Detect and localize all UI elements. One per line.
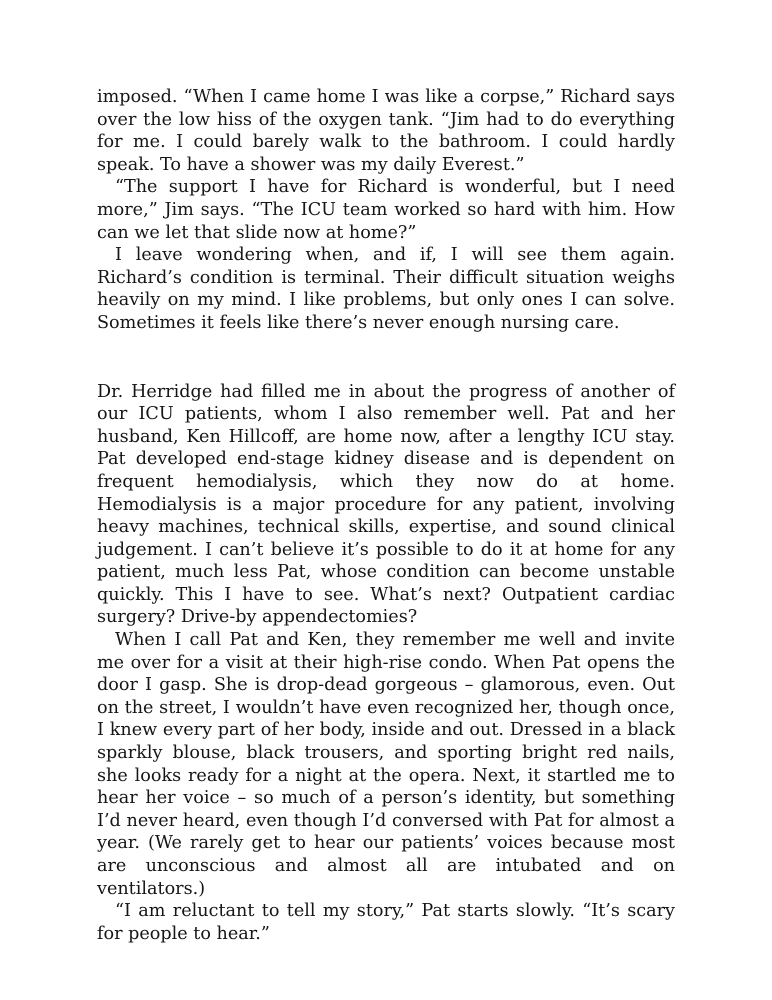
paragraph: Dr. Herridge had filled me in about the progress of another of our ICU patients, whom I also remember well. Pat and her husband, Ken Hillcoff, are home now, after a lengthy ICU stay. Pat developed end-stage kidney disease and is dependent on frequent hemodialysis, which they now do at home. Hemodialysis is a major procedure for any patient, involving heavy machines, technical skills, expertise, and sound clinical judgement. I can’t believe it’s possible to do it at home for any patient, much less Pat, whose condition can become unstable quickly. This I have to see. What’s next? Outpatient cardiac surgery? Drive-by appendectomies? [97,381,675,628]
section-break [97,335,675,381]
paragraph: I leave wondering when, and if, I will see them again. Richard’s condition is terminal. Their difficult situation weighs heavily on my mind. I like problems, but only ones I can solve. Sometimes it feels like there’s never enough nursing care. [97,245,675,333]
page-body [97,86,675,945]
paragraph: imposed. “When I came home I was like a corpse,” Richard says over the low hiss of the oxygen tank. “Jim had to do everything for me. I could barely walk to the bathroom. I could hardly speak. To have a shower was my daily Everest.” [97,87,675,175]
paragraph: When I call Pat and Ken, they remember me well and invite me over for a visit at their high-rise condo. When Pat opens the door I gasp. She is drop-dead gorgeous – glamorous, even. Out on the street, I wouldn’t have even recognized her, though once, I knew every part of her body, inside and out. Dressed in a black sparkly blouse, black trousers, and sporting bright red nails, she looks ready for a night at the opera. Next, it startled me to hear her voice – so much of a person’s identity, but something I’d never heard, even though I’d conversed with Pat for almost a year. (We rarely get to hear our patients’ voices because most are unconscious and almost all are intubated and on ventilators.) [97,630,675,899]
paragraph: “I am reluctant to tell my story,” Pat starts slowly. “It’s scary for people to hear.” [97,901,675,944]
paragraph: “The support I have for Richard is wonderful, but I need more,” Jim says. “The ICU team worked so hard with him. How can we let that slide now at home?” [97,177,675,243]
